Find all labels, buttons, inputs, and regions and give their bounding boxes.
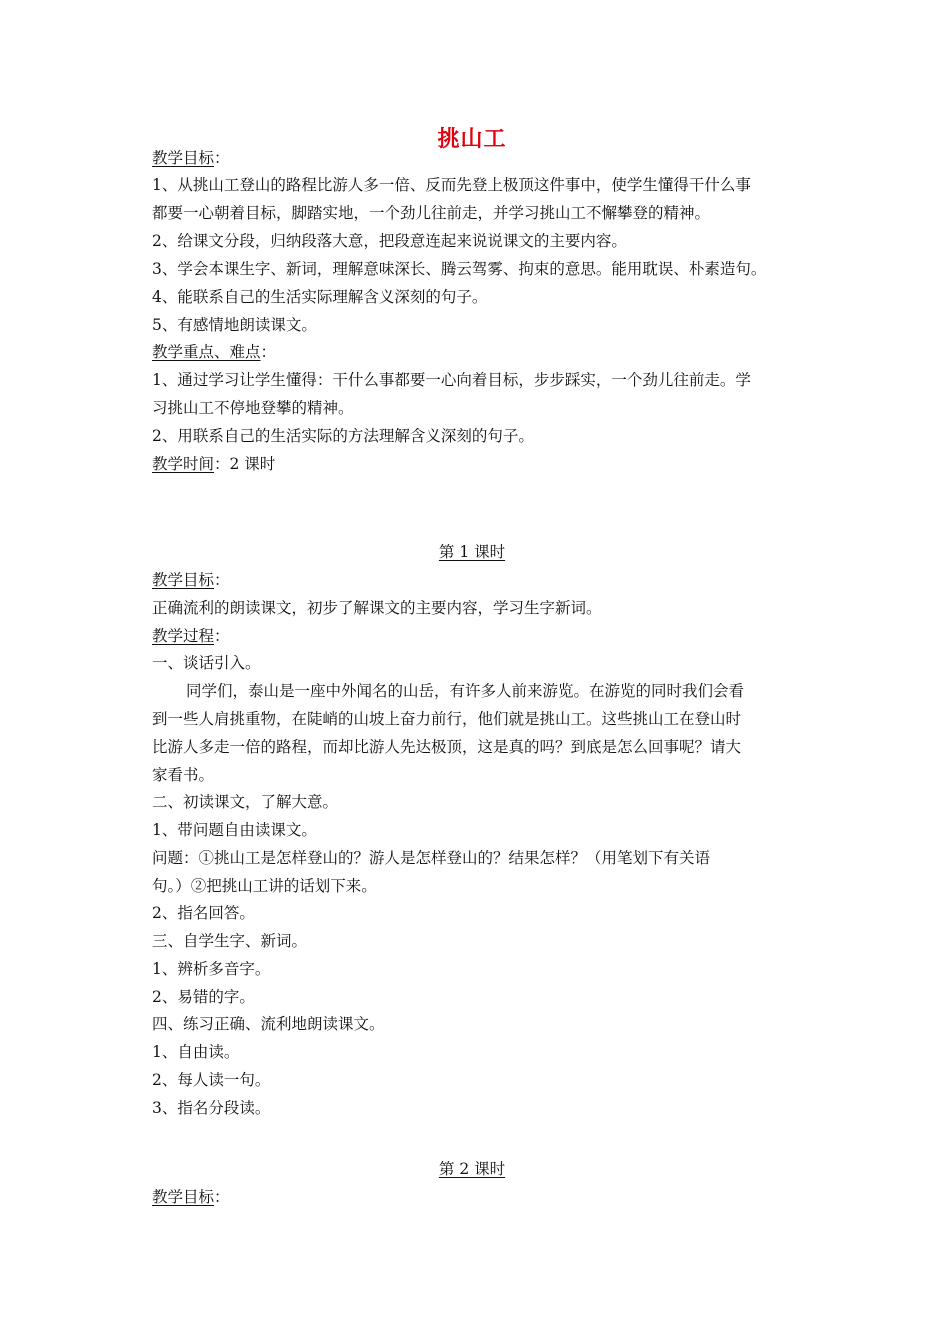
process-line-13: 2、易错的字。 [152, 988, 255, 1006]
goal-line-4: 3、学会本课生字、新词，理解意味深长、腾云驾雾、拘束的意思。能用耽误、朴素造句。 [152, 260, 767, 278]
process-line-11: 三、自学生字、新词。 [152, 932, 308, 950]
goals-heading: 教学目标 [152, 149, 215, 167]
lesson2-goals-heading-line: 教学目标： [152, 1188, 230, 1206]
goals-heading-line: 教学目标： [152, 149, 230, 167]
key-line-1: 1、通过学习让学生懂得：干什么事都要一心向着目标，步步踩实，一个劲儿往前走。学 [152, 371, 751, 389]
goal-line-2: 都要一心朝着目标，脚踏实地，一个劲儿往前走，并学习挑山工不懈攀登的精神。 [152, 204, 711, 222]
lesson1-heading: 第 1 课时 [438, 543, 506, 561]
key-heading: 教学重点、难点 [152, 343, 261, 361]
time-line [152, 454, 275, 474]
goal-line-5: 4、能联系自己的生活实际理解含义深刻的句子。 [152, 288, 488, 306]
process-line-10: 2、指名回答。 [152, 904, 255, 922]
time-heading: 教学时间 [152, 455, 215, 473]
goal-line-1: 1、从挑山工登山的路程比游人多一倍、反而先登上极顶这件事中，使学生懂得干什么事 [152, 176, 751, 194]
process-line-8: 问题：①挑山工是怎样登山的？游人是怎样登山的？结果怎样？（用笔划下有关语 [152, 849, 711, 867]
process-line-16: 2、每人读一句。 [152, 1071, 271, 1089]
process-line-5: 家看书。 [152, 766, 215, 784]
key-heading-line: 教学重点、难点： [152, 343, 277, 361]
key-line-2: 习挑山工不停地登攀的精神。 [152, 399, 354, 417]
goal-line-3: 2、给课文分段，归纳段落大意，把段意连起来说说课文的主要内容。 [152, 232, 627, 250]
lesson2-heading: 第 2 课时 [438, 1160, 506, 1178]
lesson1-goals-heading: 教学目标 [152, 571, 215, 589]
process-line-12: 1、辨析多音字。 [152, 960, 271, 978]
goal-line-6: 5、有感情地朗读课文。 [152, 316, 317, 334]
process-line-4: 比游人多走一倍的路程，而却比游人先达极顶，这是真的吗？到底是怎么回事呢？请大 [152, 738, 742, 756]
process-line-14: 四、练习正确、流利地朗读课文。 [152, 1015, 385, 1033]
lesson1-goals-heading-line: 教学目标： [152, 571, 230, 589]
document-title: 挑山工 [437, 127, 507, 152]
lesson1-goals-text: 正确流利的朗读课文，初步了解课文的主要内容，学习生字新词。 [152, 599, 602, 617]
process-line-17: 3、指名分段读。 [152, 1099, 271, 1117]
lesson1-process-heading-line: 教学过程： [152, 627, 230, 645]
lesson1-heading-line [152, 542, 792, 562]
process-line-2: 同学们，泰山是一座中外闻名的山岳，有许多人前来游览。在游览的同时我们会看 [186, 682, 745, 700]
lesson2-heading-line [152, 1159, 792, 1179]
lesson2-goals-heading: 教学目标 [152, 1188, 215, 1206]
process-line-3: 到一些人肩挑重物，在陡峭的山坡上奋力前行，他们就是挑山工。这些挑山工在登山时 [152, 710, 742, 728]
time-value: ：2 课时 [214, 455, 276, 473]
lesson1-process-heading: 教学过程 [152, 627, 215, 645]
process-line-9: 句。）②把挑山工讲的话划下来。 [152, 877, 377, 895]
process-line-6: 二、初读课文，了解大意。 [152, 793, 339, 811]
key-line-3: 2、用联系自己的生活实际的方法理解含义深刻的句子。 [152, 427, 534, 445]
process-line-15: 1、自由读。 [152, 1043, 240, 1061]
process-line-7: 1、带问题自由读课文。 [152, 821, 317, 839]
process-line-1: 一、谈话引入。 [152, 654, 261, 672]
